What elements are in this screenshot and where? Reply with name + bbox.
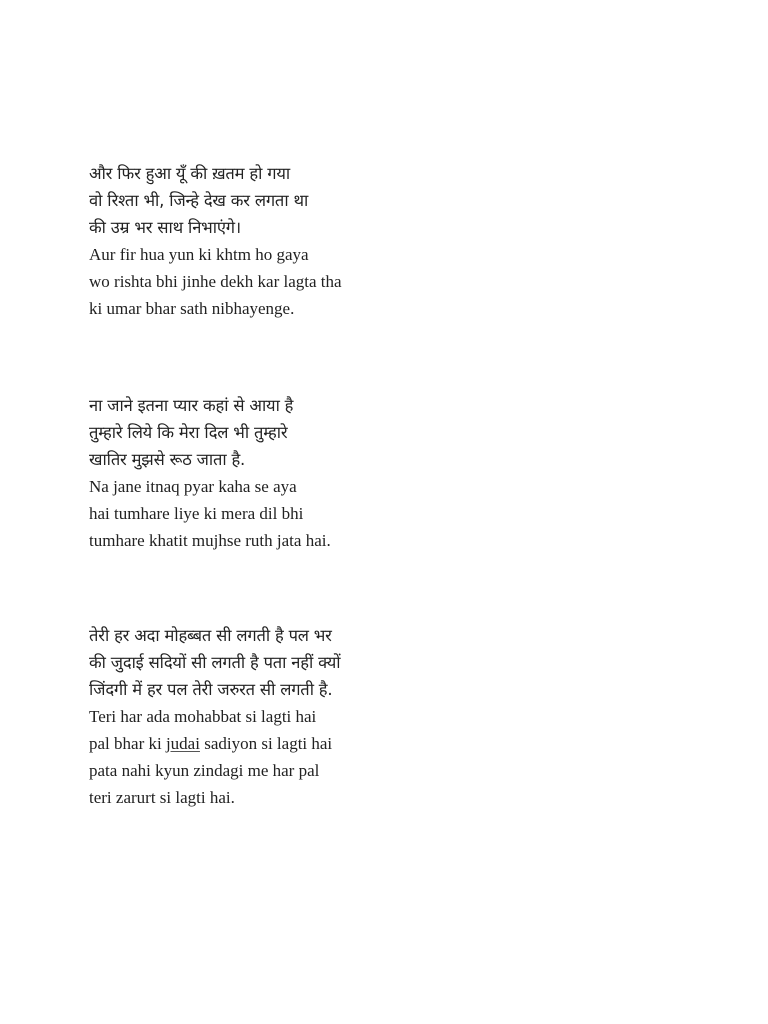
stanza-1 xyxy=(89,160,689,322)
roman-line: teri zarurt si lagti hai. xyxy=(89,788,235,807)
hindi-line: की उम्र भर साथ निभाएंगे। xyxy=(89,218,241,237)
hindi-line: ना जाने इतना प्यार कहां से आया है xyxy=(89,396,294,415)
hindi-line: की जुदाई सदियों सी लगती है पता नहीं क्यों xyxy=(89,653,341,672)
hindi-line: जिंदगी में हर पल तेरी जरुरत सी लगती है. xyxy=(89,680,333,699)
roman-line: Na jane itnaq pyar kaha se aya xyxy=(89,477,297,496)
roman-line-with-link xyxy=(89,730,689,757)
roman-line: wo rishta bhi jinhe dekh kar lagta tha xyxy=(89,272,342,291)
roman-line: hai tumhare liye ki mera dil bhi xyxy=(89,504,304,523)
stanza-3 xyxy=(89,622,689,811)
roman-line: pata nahi kyun zindagi me har pal xyxy=(89,761,320,780)
stanza-2 xyxy=(89,392,689,554)
roman-line: Teri har ada mohabbat si lagti hai xyxy=(89,707,317,726)
roman-line: ki umar bhar sath nibhayenge. xyxy=(89,299,295,318)
hindi-line: खातिर मुझसे रूठ जाता है. xyxy=(89,450,246,469)
judai-link[interactable]: judai xyxy=(165,734,200,753)
roman-text: sadiyon si lagti hai xyxy=(199,734,333,753)
roman-text: pal bhar ki xyxy=(89,734,166,753)
hindi-line: तेरी हर अदा मोहब्बत सी लगती है पल भर xyxy=(89,626,332,645)
roman-line: Aur fir hua yun ki khtm ho gaya xyxy=(89,245,309,264)
hindi-line: तुम्हारे लिये कि मेरा दिल भी तुम्हारे xyxy=(89,423,288,442)
roman-line: tumhare khatit mujhse ruth jata hai. xyxy=(89,531,331,550)
hindi-line: वो रिश्ता भी, जिन्हे देख कर लगता था xyxy=(89,191,309,210)
hindi-line: और फिर हुआ यूँ की ख़तम हो गया xyxy=(89,164,290,183)
